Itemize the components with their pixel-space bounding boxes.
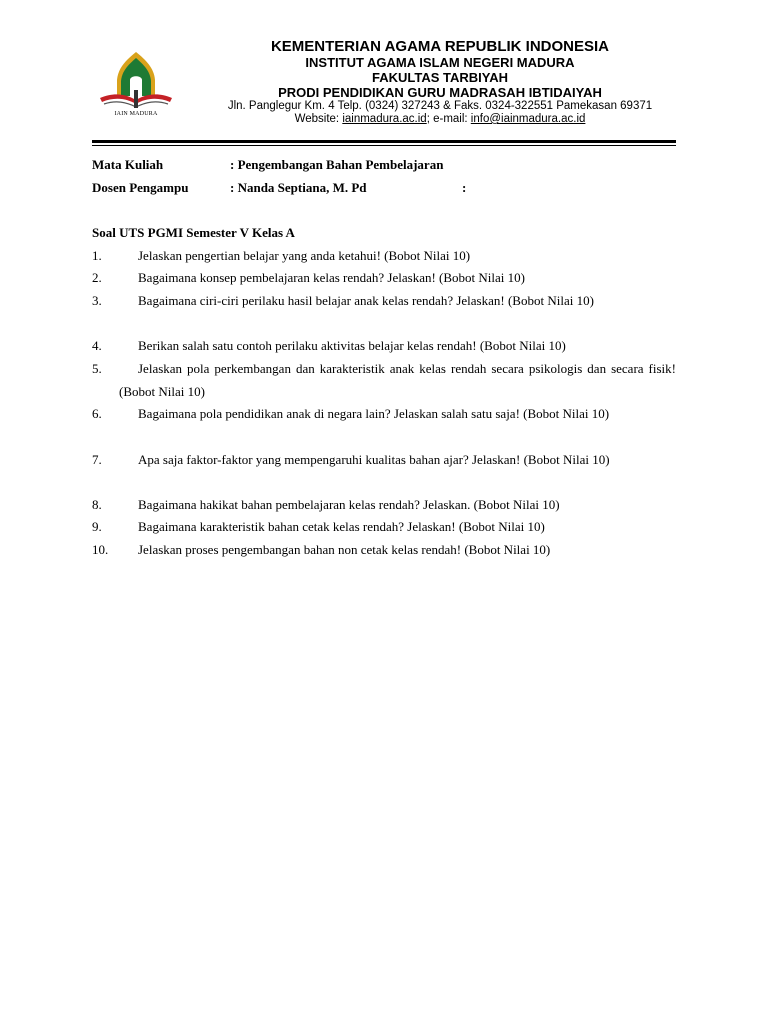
institute-name: INSTITUT AGAMA ISLAM NEGERI MADURA [305,55,575,70]
contact-line [190,113,690,125]
question-number: 9. [92,519,102,534]
question-text: Bagaimana ciri-ciri perilaku hasil belajar anak kelas rendah? Jelaskan! (Bobot Nilai 10) [138,293,594,308]
question-text: Berikan salah satu contoh perilaku aktivitas belajar kelas rendah! (Bobot Nilai 10) [138,338,566,353]
question-item [92,494,676,517]
question-number: 3. [92,293,102,308]
lecturer-value: : Nanda Septiana, M. Pd [230,180,367,195]
logo-caption: IAIN MADURA [114,111,158,117]
question-number: 2. [92,270,102,285]
question-text: Bagaimana konsep pembelajaran kelas rendah? Jelaskan! (Bobot Nilai 10) [138,270,525,285]
email-link[interactable]: info@iainmadura.ac.id [470,113,586,125]
question-text: Bagaimana pola pendidikan anak di negara lain? Jelaskan salah satu saja! (Bobot Nilai 10) [138,406,610,421]
course-value: : Pengembangan Bahan Pembelajaran [230,157,444,172]
lecturer-extra-colon: : [462,180,467,195]
question-item [92,403,676,426]
question-item [92,290,676,313]
header-divider-thin [92,145,676,146]
lecturer-label: Dosen Pengampu [92,180,189,195]
ministry-name: KEMENTERIAN AGAMA REPUBLIK INDONESIA [270,38,610,55]
question-item [92,516,676,539]
question-text: Bagaimana hakikat bahan pembelajaran kelas rendah? Jelaskan. (Bobot Nilai 10) [138,497,560,512]
question-number: 10. [92,542,109,557]
question-item [92,539,676,562]
course-label: Mata Kuliah [92,157,164,172]
website-label: Website: [294,113,343,125]
exam-title: Soal UTS PGMI Semester V Kelas A [92,225,295,240]
question-item [92,245,676,268]
question-text: Jelaskan pola perkembangan dan karakteristik anak kelas rendah secara psikologis dan secara fisik! (Bobot Nilai 10) [119,361,676,399]
question-number: 1. [92,248,102,263]
question-text: Jelaskan pengertian belajar yang anda ketahui! (Bobot Nilai 10) [138,248,471,263]
question-item [92,449,676,472]
question-text: Apa saja faktor-faktor yang mempengaruhi kualitas bahan ajar? Jelaskan! (Bobot Nilai 10) [138,452,610,467]
address-line: Jln. Panglegur Km. 4 Telp. (0324) 327243 & Faks. 0324-322551 Pamekasan 69371 [227,100,653,112]
faculty-name: FAKULTAS TARBIYAH [371,70,509,85]
question-number: 4. [92,338,102,353]
question-number: 8. [92,497,102,512]
question-number: 6. [92,406,102,421]
website-link[interactable]: iainmadura.ac.id [342,113,427,125]
program-name: PRODI PENDIDIKAN GURU MADRASAH IBTIDAIYAH [278,85,602,100]
question-item [92,358,676,403]
question-number: 7. [92,452,102,467]
email-label: ; e-mail: [426,113,471,125]
question-item [92,335,676,358]
question-number: 5. [92,361,102,376]
question-text: Jelaskan proses pengembangan bahan non cetak kelas rendah! (Bobot Nilai 10) [138,542,551,557]
header-divider-thick [92,140,676,143]
question-item [92,267,676,290]
question-text: Bagaimana karakteristik bahan cetak kelas rendah? Jelaskan! (Bobot Nilai 10) [138,519,545,534]
